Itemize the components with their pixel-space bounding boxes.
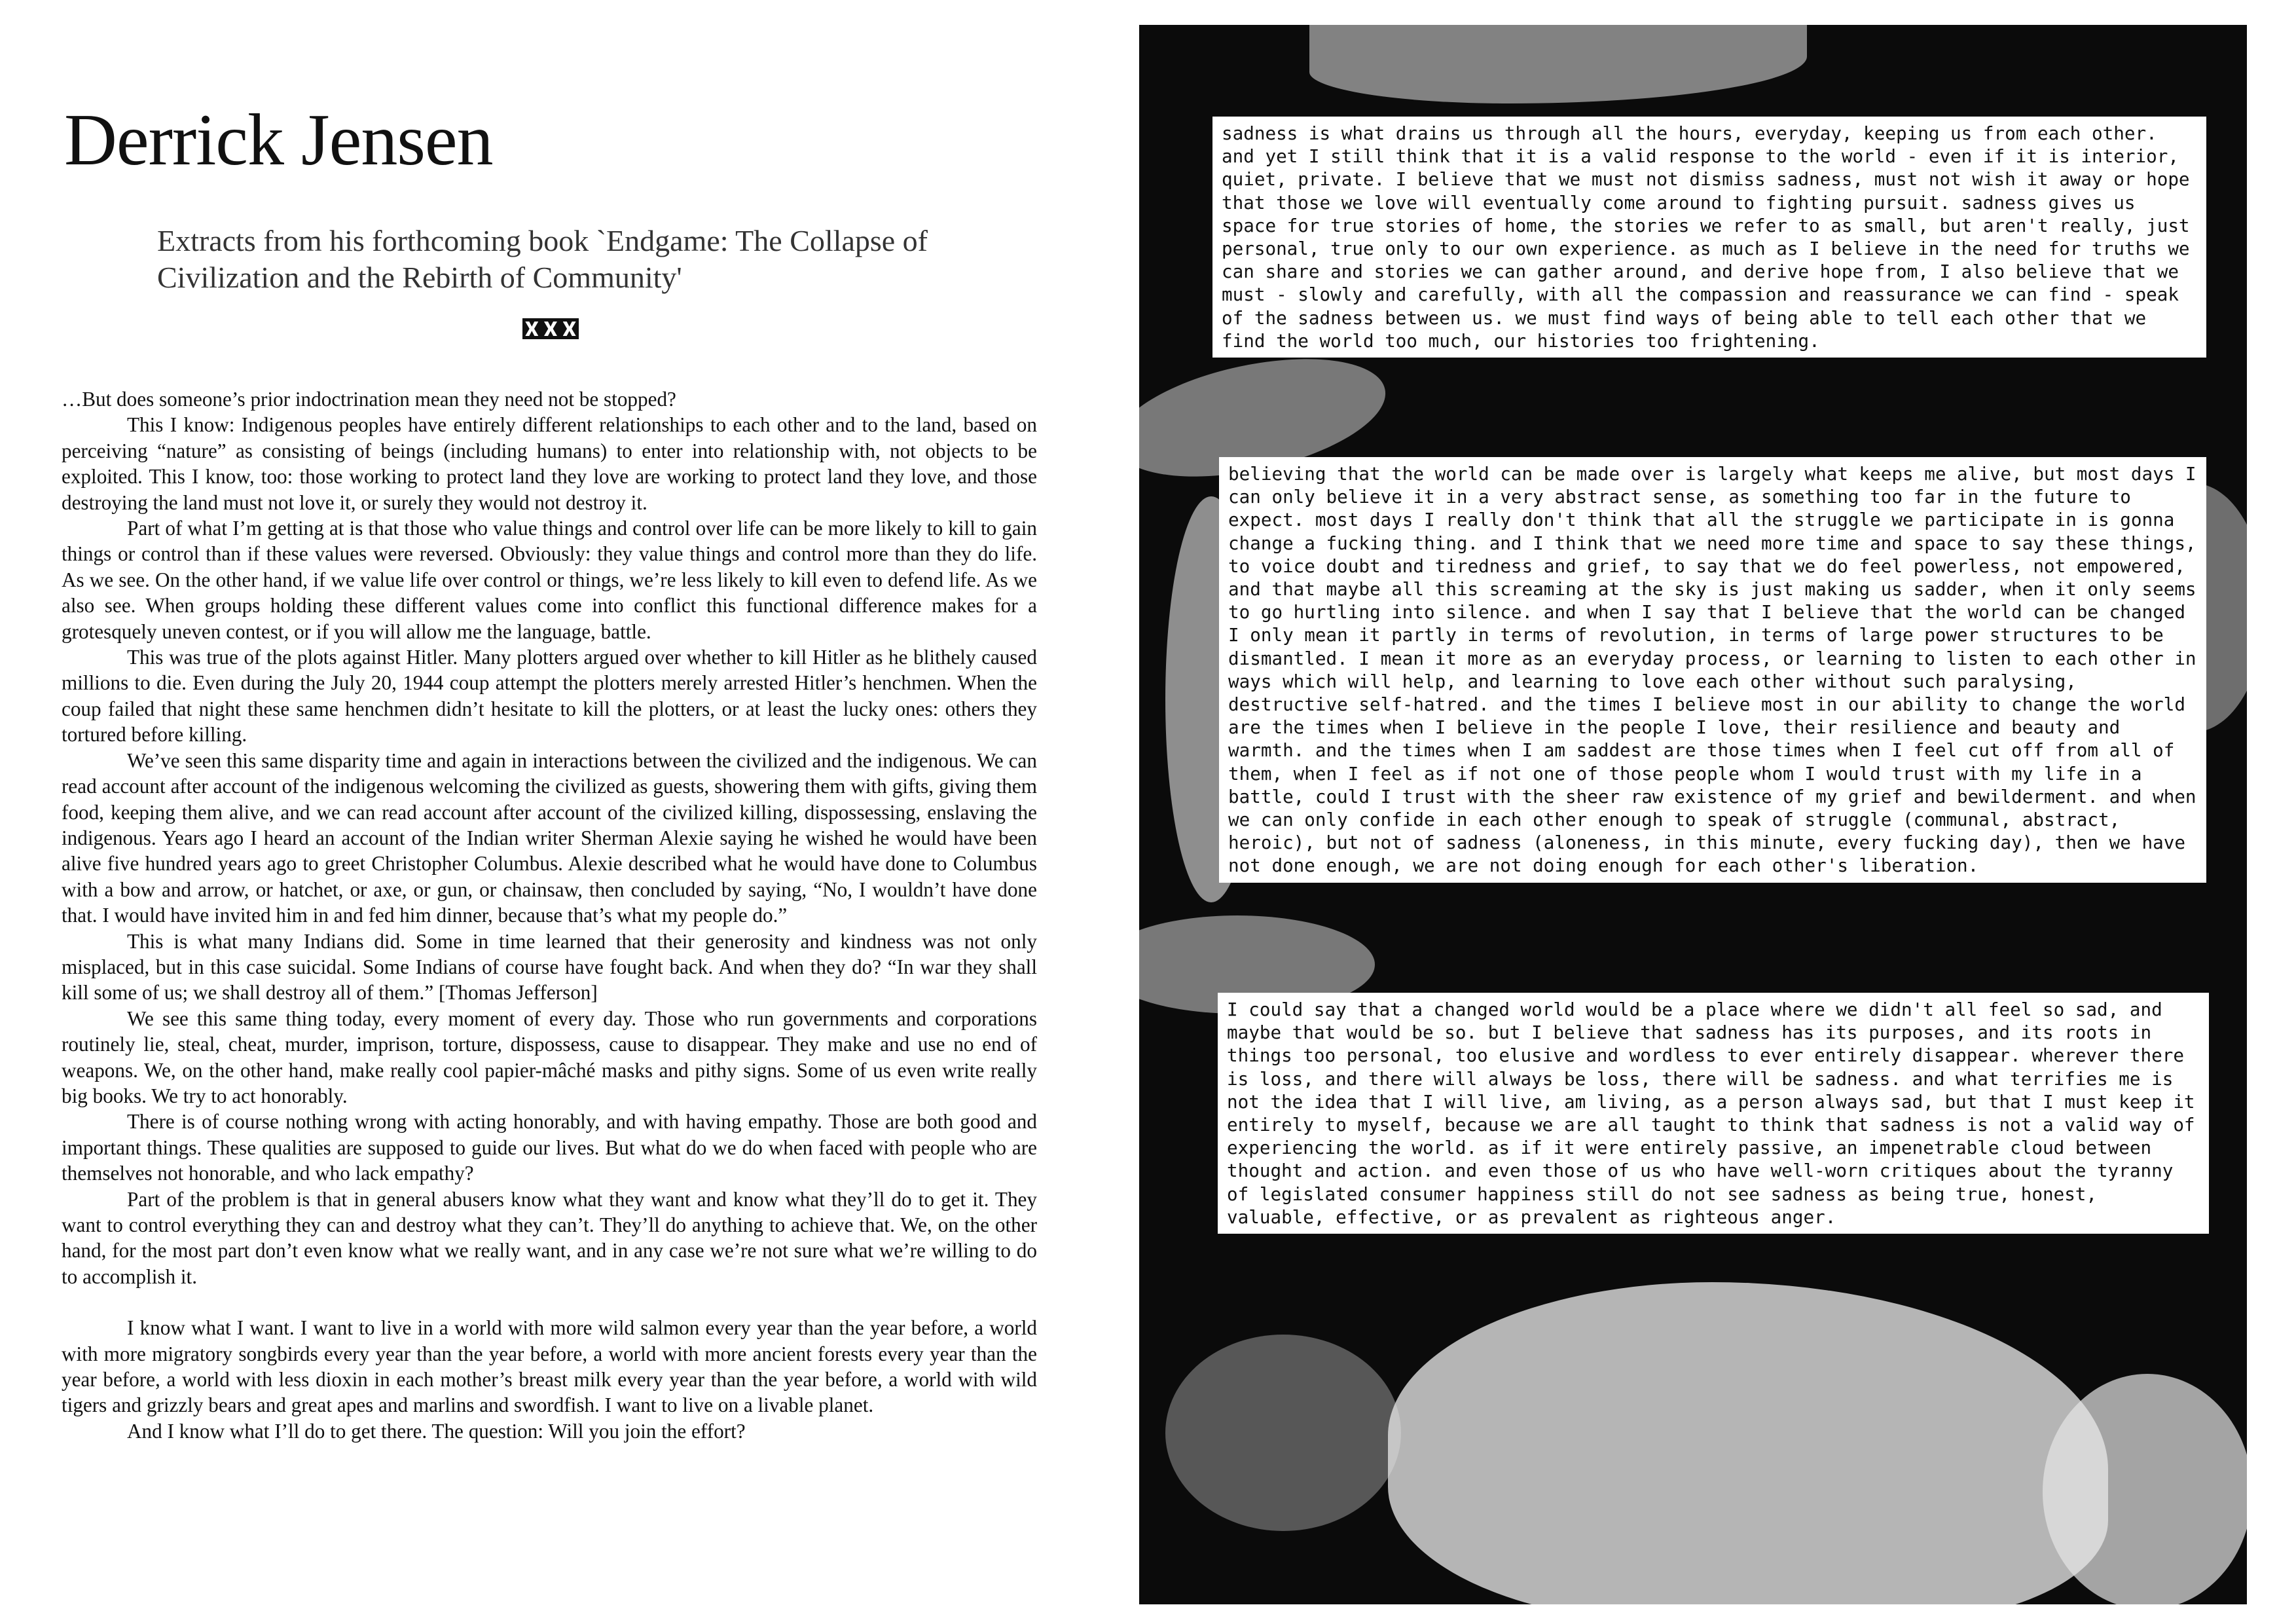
paragraph: There is of course nothing wrong with acting honorably, and with having empathy. Those are both good and important things. These qualities are supposed to guide our lives. But what do we do when faced with people who are themselves not honorable, and who lack empathy? [62, 1110, 1037, 1185]
article-body [62, 386, 1037, 1444]
background-texture [1309, 25, 1807, 103]
right-page-collage [1139, 25, 2247, 1604]
paragraph: This I know: Indigenous peoples have entirely different relationships to each other and to the land, based on perceiving “nature” as consisting of beings (including humans) to enter into relationship with, not objects to be exploited. This I know, too: those working to protect land they love are working to protect land they love, and those destroying the land must not love it, or surely they would not destroy it. [62, 413, 1037, 514]
paragraph: We see this same thing today, every moment of every day. Those who run governments and corporations routinely lie, steal, cheat, murder, imprison, torture, dispossess, cause to disappear. They make and use no end of weapons. We, on the other hand, make really cool papier-mâché masks and pithy signs. Some of us even write really big books. We try to act honorably. [62, 1006, 1037, 1107]
paragraph: …But does someone’s prior indoctrination mean they need not be stopped? [62, 388, 676, 411]
paragraph: We’ve seen this same disparity time and again in interactions between the civilized and the indigenous. We can read account after account of the indigenous welcoming the civilized as guests, showering them with gifts, giving them food, keeping them alive, and we can read account after account of the civilized killing, dispossessing, enslaving the indigenous. Years ago I heard an account of the Indian writer Sherman Alexie saying he wished he would have been alive five hundred years ago to greet Christopher Columbus. Alexie described what he would have done to Columbus with a bow and arrow, or hatchet, or axe, or gun, or chainsaw, then concluded by saying, “No, I wouldn’t have done that. I would have invited him in and fed him dinner, because that’s what my people do.” [62, 748, 1037, 927]
ornament-divider-icon [522, 318, 579, 339]
paragraph: And I know what I’ll do to get there. The question: Will you join the effort? [127, 1419, 746, 1443]
text-box-world-made-over: believing that the world can be made over is largely what keeps me alive, but most days I can only believe it in a very abstract sense, as something too far in the future to expect. most days I really don't think that all the struggle we participate in is gonna change a fucking thing. and I think that we need more time and space to say these things, to voice doubt and tiredness and grief, to say that we do feel powerless, not empowered, and that maybe all this screaming at the sky is just making us sadder, when it only seems to go hurtling into silence. and when I say that I believe that the world can be changed I only mean it partly in terms of revolution, in terms of large power structures to be dismantled. I mean it more as an everyday process, or learning to listen to each other in ways which will help, and learning to love each other without such paralysing, destructive self-hatred. and the times I believe most in our ability to change the world are the times when I believe in the people I love, their resilience and beauty and warmth. and the times when I am saddest are those times when I feel cut off from all of them, when I feel as if not one of those people whom I would trust with my life in a battle, could I trust with the sheer raw existence of my grief and bewilderment. and when we can only confide in each other enough to speak of struggle (communal, abstract, heroic), but not of sadness (aloneness, in this minute, every fucking day), then we have not done enough, we are not doing enough for each other's liberation. [1219, 457, 2206, 883]
background-texture [1388, 1282, 2108, 1604]
article-title: Derrick Jensen [64, 100, 493, 181]
left-page [0, 0, 1126, 1624]
paragraph: This is what many Indians did. Some in time learned that their generosity and kindness was not only misplaced, but in this case suicidal. Some Indians of course have fought back. And when they do? “In war they shall kill some of us; we shall destroy all of them.” [Thomas Jefferson] [62, 929, 1037, 1005]
paragraph: I know what I want. I want to live in a world with more wild salmon every year than the year before, a world with more migratory songbirds every year than the year before, a world with more ancient forests every year than the year before, a world with less dioxin in each mother’s breast milk every year than the year before, a world with wild tigers and grizzly bears and great apes and marlins and swordfish. I want to live on a livable planet. [62, 1316, 1037, 1417]
background-texture [2043, 1374, 2247, 1604]
paragraph: Part of the problem is that in general abusers know what they want and know what they’ll do to get it. They want to control everything they can and destroy what they can’t. They’ll do anything to achieve that. We, on the other hand, for the most part don’t even know what we really want, and in any case we’re not sure what we’re willing to do to accomplish it. [62, 1187, 1037, 1288]
article-subtitle: Extracts from his forthcoming book `Endgame: The Collapse of Civilization and the Rebirth of Community' [157, 224, 928, 294]
background-texture [1165, 1335, 1401, 1531]
paragraph: Part of what I’m getting at is that those who value things and control over life can be more likely to kill to gain things or control than if these values were reversed. Obviously: they value things and control more than they do life. As we see. On the other hand, if we value life over control or things, we’re less likely to kill even to defend life. As we also see. When groups holding these different values come into conflict this functional difference makes for a grotesquely uneven contest, or if you will allow me the language, battle. [62, 517, 1037, 643]
text-box-sadness: sadness is what drains us through all the hours, everyday, keeping us from each other. and yet I still think that it is a valid response to the world - even if it is interior, quiet, private. I believe that we must not dismiss sadness, must not wish it away or hope that those we love will eventually come around to fighting pursuit. sadness gives us space for true stories of home, the stories we refer to as small, but aren't really, just personal, true only to our own experience. as much as I believe in the need for truths we can share and stories we can gather around, and derive hope from, I also believe that we must - slowly and carefully, with all the compassion and reassurance we can find - speak of the sadness between us. we must find ways of being able to tell each other that we find the world too much, our histories too frightening. [1212, 117, 2206, 358]
paragraph: This was true of the plots against Hitler. Many plotters argued over whether to kill Hitler as he blithely caused millions to die. Even during the July 20, 1944 coup attempt the plotters merely arrested Hitler’s henchmen. When the coup failed that night these same henchmen didn’t hesitate to kill the plotters, or at least the lucky ones: others they tortured before killing. [62, 646, 1037, 747]
text-box-changed-world: I could say that a changed world would be a place where we didn't all feel so sad, and maybe that would be so. but I believe that sadness has its purposes, and its roots in things too personal, too elusive and wordless to ever entirely disappear. wherever there is loss, and there will always be loss, there will be sadness. and what terrifies me is not the idea that I will live, am living, as a person always sad, but that I must keep it entirely to myself, because we are all taught to think that sadness is not a valid way of experiencing the world. as if it were entirely passive, an impenetrable cloud between thought and action. and even those of us who have well-worn critiques about the tyranny of legislated consumer happiness still do not see sadness as being true, honest, valuable, effective, or as prevalent as righteous anger. [1218, 993, 2209, 1234]
